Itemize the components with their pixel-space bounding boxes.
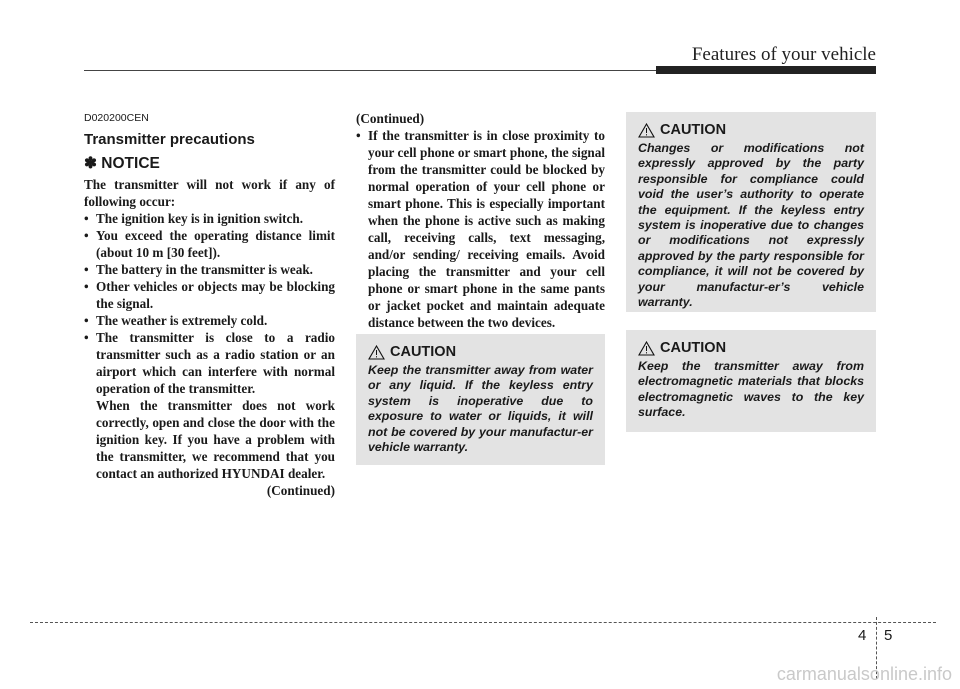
doc-code: D020200CEN — [84, 112, 149, 124]
header-title: Features of your vehicle — [691, 44, 876, 65]
caution-header — [638, 340, 864, 356]
list-item: • If the transmitter is in close proximity to your cell phone or smart phone, the signal from the transmitter could be blocked by normal operation of your cell phone or smart phone. This is especially important when the phone is active such as making call, receiving calls, text messaging, and/or sending/ receiving emails. Avoid placing the transmitter and your cell phone or smart phone in the same pants or jacket pocket and maintain adequate distance between the two devices. — [356, 127, 605, 331]
header-rule-thick — [656, 66, 876, 74]
header-rule-thin — [84, 70, 656, 71]
section-title: Transmitter precautions — [84, 131, 255, 148]
caution-text: Changes or modifications not expressly approved by the party responsible for compliance could void the user’s authority to operate the equipment. If the keyless entry system is inoperative due to changes or modifications not expressly approved by the party responsible for compliance, it will not be covered by your manufactur-er’s vehicle warranty. — [638, 141, 864, 310]
warning-triangle-icon — [368, 345, 385, 360]
notice-bullet-list — [84, 210, 335, 397]
caution-header — [368, 344, 593, 360]
notice-sub-paragraph: When the transmitter does not work correctly, open and close the door with the ignition key. If you have a problem with the transmitter, we recommend that you contact an authorized HYUNDAI dealer. — [96, 398, 335, 481]
list-item: • The battery in the transmitter is weak. — [84, 261, 335, 278]
caution-label: CAUTION — [390, 344, 457, 360]
caution-text: Keep the transmitter away from water or any liquid. If the keyless entry system is inoperative due to exposure to water or liquids, it will not be covered by your manufactur-er vehicle warranty. — [368, 363, 593, 455]
notice-bullet-list — [356, 127, 605, 331]
caution-box-electromagnetic — [626, 330, 876, 432]
footer-dashed-rule — [30, 622, 936, 623]
notice-intro: The transmitter will not work if any of following occur: — [84, 177, 335, 209]
warning-triangle-icon — [638, 123, 655, 138]
watermark: carmanualsonline.info — [776, 664, 952, 684]
caution-label: CAUTION — [660, 340, 727, 356]
continued-label: (Continued) — [356, 111, 425, 126]
list-item: • The transmitter is close to a radio transmitter such as a radio station or an airport which can interfere with normal operation of the transmitter. — [84, 329, 335, 397]
left-column — [84, 110, 335, 499]
list-item: • The weather is extremely cold. — [84, 312, 335, 329]
caution-label: CAUTION — [660, 122, 727, 138]
notice-title: ✽ NOTICE — [84, 155, 160, 172]
caution-header — [638, 122, 864, 138]
middle-column — [356, 110, 605, 331]
list-item: • Other vehicles or objects may be blocking the signal. — [84, 278, 335, 312]
caution-box-water — [356, 334, 605, 465]
warning-triangle-icon — [638, 341, 655, 356]
list-item: • The ignition key is in ignition switch. — [84, 210, 335, 227]
page-number: 5 — [884, 627, 893, 644]
caution-box-modifications — [626, 112, 876, 312]
chapter-number: 4 — [858, 627, 867, 644]
list-item: • You exceed the operating distance limit (about 10 m [30 feet]). — [84, 227, 335, 261]
caution-text: Keep the transmitter away from electromagnetic materials that blocks electromagnetic waves to the key surface. — [638, 359, 864, 420]
continued-label: (Continued) — [266, 483, 335, 498]
